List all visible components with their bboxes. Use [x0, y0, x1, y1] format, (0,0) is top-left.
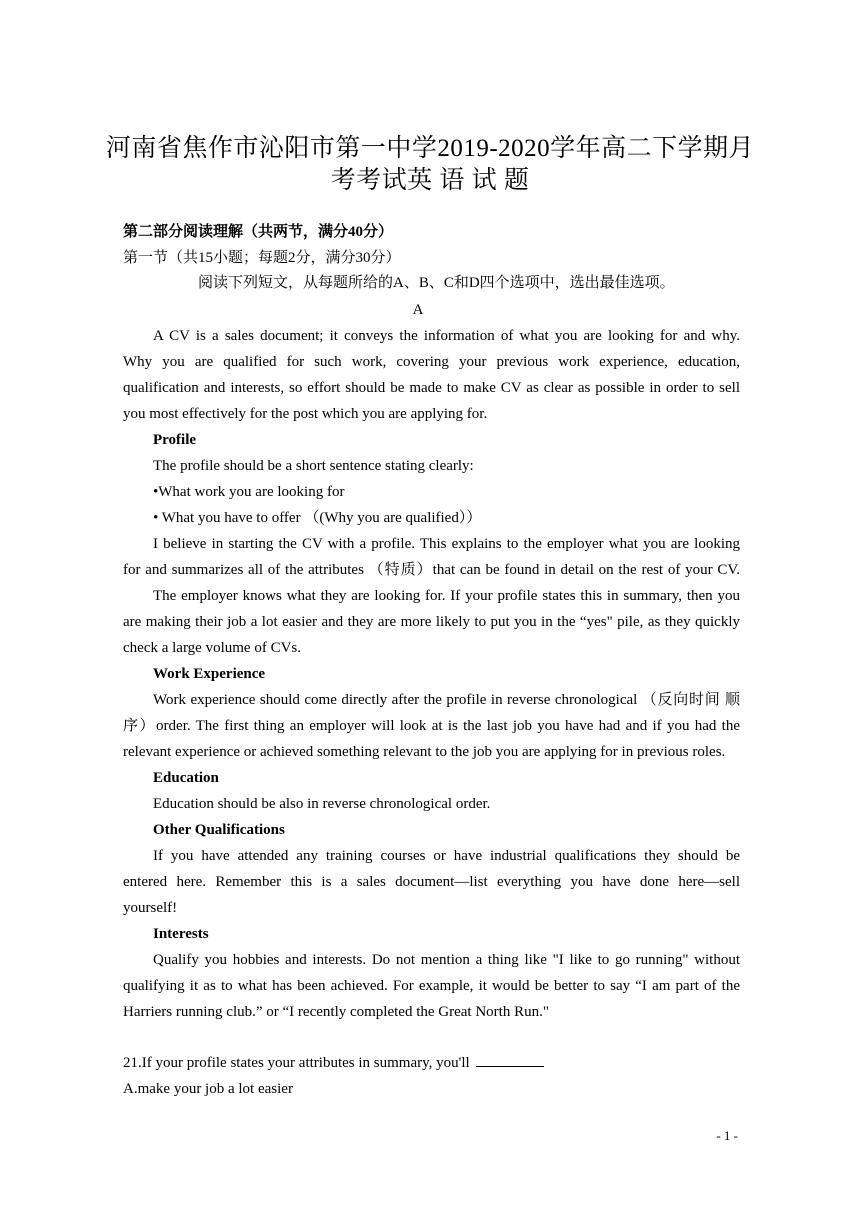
part-title: 第二部分阅读理解（共两节，满分40分） [123, 224, 394, 240]
profile-para1-line-1: I believe in starting the CV with a profile. This explains to the employer what you are looking [153, 536, 740, 552]
intro-line-3: qualification and interests, so effort should be made to make CV as clear as possible in order to sell [123, 380, 740, 396]
profile-para2-line-1: The employer knows what they are looking for. If your profile states this in summary, then you [153, 588, 740, 604]
intro-line-1: A CV is a sales document; it conveys the information of what you are looking for and why. [153, 328, 740, 344]
intro-line-2: Why you are qualified for such work, covering your previous work experience, education, [123, 354, 740, 370]
document-title-line2: 考考试英 语 试 题 [330, 167, 530, 194]
profile-para2-line-3: check a large volume of CVs. [123, 640, 302, 656]
profile-para1-line-2: for and summarizes all of the attributes （特质）that can be found in detail on the rest of your CV. [123, 562, 740, 578]
other-qualifications-heading: Other Qualifications [153, 822, 285, 838]
interests-para-line-2: qualifying it as to what has been achieved. For example, it would be better to say “I am part of the [123, 978, 740, 994]
other-para-line-3: yourself! [123, 900, 178, 916]
education-heading: Education [153, 770, 219, 786]
interests-para-line-3: Harriers running club.” or “I recently completed the Great North Run." [123, 1004, 549, 1020]
work-para-line-3: relevant experience or achieved something relevant to the job you are applying for in previous roles. [123, 744, 726, 760]
intro-line-4: you most effectively for the post which you are applying for. [123, 406, 488, 422]
profile-bullet-2: • What you have to offer （(Why you are qualified）） [153, 510, 482, 526]
work-para-line-2: 序）order. The first thing an employer will look at is the last job you have had and if you had the [123, 718, 740, 734]
passage-label: A [412, 302, 424, 318]
work-heading: Work Experience [153, 666, 266, 682]
question-21-stem: 21.If your profile states your attributes in summary, you'll [123, 1055, 470, 1071]
page-number: - 1 - [716, 1128, 738, 1143]
question-21 [123, 1050, 740, 1076]
other-para-line-2: entered here. Remember this is a sales document—list everything you have done here—sell [123, 874, 740, 890]
profile-para2-line-2: are making their job a lot easier and they are more likely to put you in the “yes" pile, as they quickly [123, 614, 740, 630]
question-21-option-a: A.make your job a lot easier [123, 1081, 293, 1097]
document-title-line1: 河南省焦作市沁阳市第一中学2019-2020学年高二下学期月 [105, 135, 755, 162]
interests-para-line-1: Qualify you hobbies and interests. Do not mention a thing like "I like to go running" without [153, 952, 740, 968]
profile-heading: Profile [153, 432, 197, 448]
work-para-line-1: Work experience should come directly after the profile in reverse chronological （反向时间 顺 [153, 692, 740, 708]
subsection-title: 第一节（共15小题；每题2分，满分30分） [123, 250, 401, 266]
education-para: Education should be also in reverse chronological order. [153, 796, 491, 812]
profile-lead: The profile should be a short sentence stating clearly: [153, 458, 474, 474]
other-para-line-1: If you have attended any training courses or have industrial qualifications they should be [153, 848, 740, 864]
profile-bullet-1: •What work you are looking for [153, 484, 345, 500]
interests-heading: Interests [153, 926, 209, 942]
answer-blank [476, 1052, 544, 1067]
instruction-text: 阅读下列短文，从每题所给的A、B、C和D四个选项中，选出最佳选项。 [198, 275, 675, 291]
